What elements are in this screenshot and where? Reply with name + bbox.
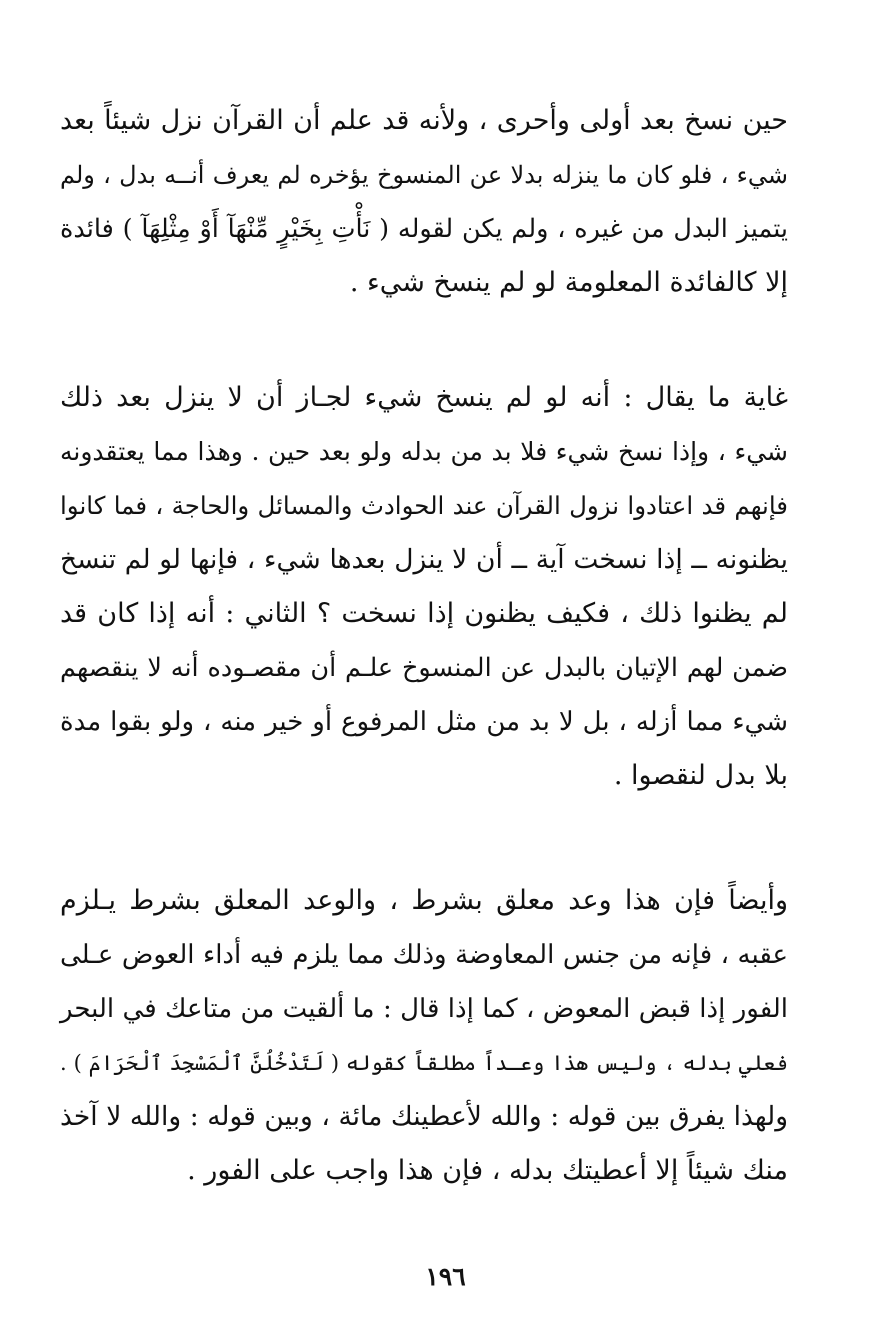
text-line: ولهذا يفرق بين قوله : والله لأعطينك مائة ، وبين قوله : والله لا آخذ: [60, 1101, 788, 1132]
paragraph-2: [60, 371, 788, 803]
text-line: حين نسخ بعد أولى وأحرى ، ولأنه قد علم أن القرآن نزل شيئاً بعد: [60, 105, 788, 136]
text-line: غاية ما يقال : أنه لو لم ينسخ شيء لجـاز أن لا ينزل بعد ذلك: [60, 382, 788, 413]
text-line: يتميز البدل من غيره ، ولم يكن لقوله ( نَأْتِ بِخَيْرٍ مِّنْهَآ أَوْ مِثْلِهَآ ) فائدة: [60, 214, 788, 244]
text-line: شيء ، فلو كان ما ينزله بدلا عن المنسوخ يؤخره لم يعرف أنــه بدل ، ولم: [60, 161, 788, 189]
text-line: يظنونه ــ إذا نسخت آية ــ أن لا ينزل بعدها شيء ، فإنها لو لم تنسخ: [60, 544, 788, 575]
text-line: فعلي بدله ، وليس هذا وعـداً مطلقاً كقوله ( لَتَدْخُلُنَّ ٱلْمَسْجِدَ ٱلْحَرَامَ ) .: [60, 1051, 788, 1075]
text-line: الفور إذا قبض المعوض ، كما إذا قال : ما ألقيت من متاعك في البحر: [60, 994, 788, 1024]
paragraph-1: [60, 94, 788, 310]
text-line: وأيضاً فإن هذا وعد معلق بشرط ، والوعد المعلق بشرط يـلزم: [60, 885, 788, 916]
text-line: منك شيئاً إلا أعطيتك بدله ، فإن هذا واجب على الفور .: [187, 1155, 788, 1186]
text-line: شيء ، وإذا نسخ شيء فلا بد من بدله ولو بعد حين . وهذا مما يعتقدونه: [60, 437, 788, 466]
text-line: لم يظنوا ذلك ، فكيف يظنون إذا نسخت ؟ الثاني : أنه إذا كان قد: [60, 598, 788, 629]
text-line: بلا بدل لنقصوا .: [613, 760, 788, 791]
text-line: فإنهم قد اعتادوا نزول القرآن عند الحوادث والمسائل والحاجة ، فما كانوا: [60, 491, 788, 520]
text-line: ضمن لهم الإتيان بالبدل عن المنسوخ علـم أن مقصـوده أنه لا ينقصهم: [60, 653, 788, 683]
text-line: إلا كالفائدة المعلومة لو لم ينسخ شيء .: [349, 267, 788, 298]
paragraph-3: [60, 874, 788, 1198]
text-line: عقبه ، فإنه من جنس المعاوضة وذلك مما يلزم فيه أداء العوض عـلى: [60, 940, 788, 970]
text-line: شيء مما أزله ، بل لا بد من مثل المرفوع أو خير منه ، ولو بقوا مدة: [60, 707, 788, 737]
page-number: ١٩٦: [425, 1262, 466, 1291]
